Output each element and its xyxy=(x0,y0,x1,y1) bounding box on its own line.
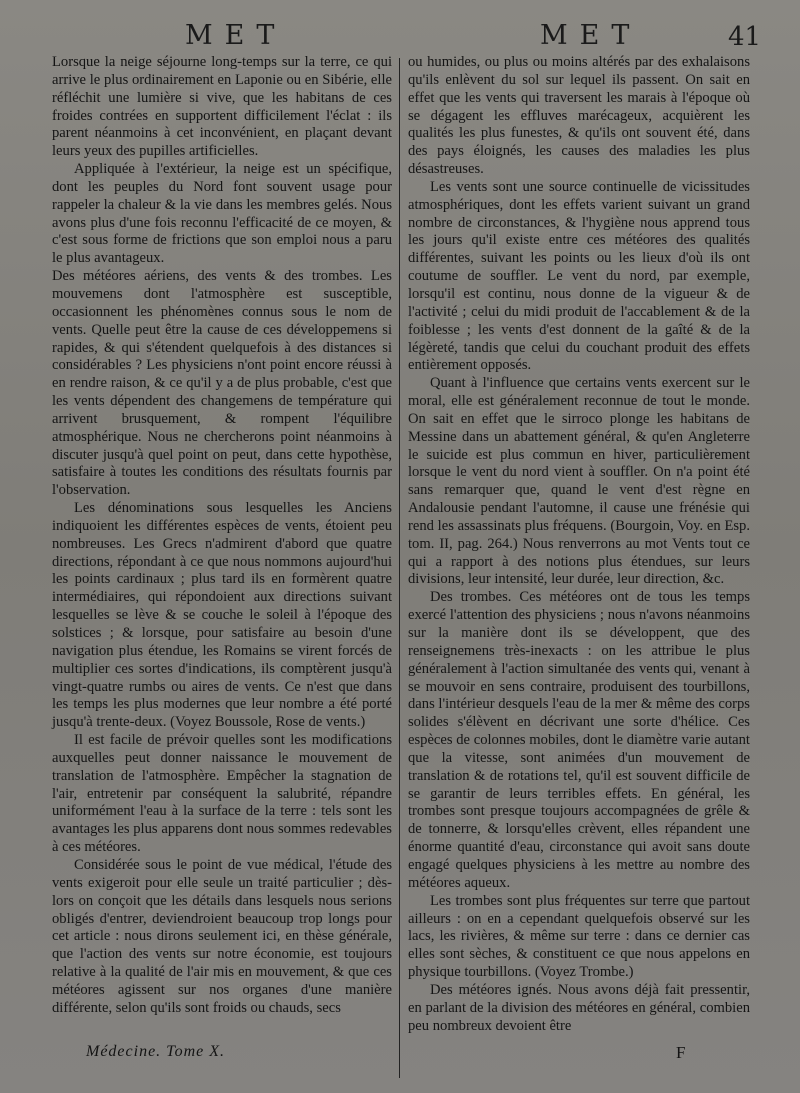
column-divider xyxy=(399,58,400,1078)
volume-footer: Médecine. Tome X. xyxy=(86,1043,226,1060)
signature-mark: F xyxy=(676,1043,686,1062)
paragraph: Des trombes. Ces météores ont de tous les temps exercé l'attention des physiciens ; nous n'avons néanmoins sur la manière dont ils se développent, que des renseignemens très-inexacts : on les attribue le plus généralement à l'action simultanée des vents qui, venant à se mouvoir en sens contraire, produisent des tourbillons, dans l'intérieur desquels l'eau de la mer & même des corps solides s'élèvent en décrivant une sorte d'hélice. Ces espèces de colonnes mobiles, dont le diamètre varie autant que la vitesse, sont animées d'un mouvement de translation & de rotations tel, qu'il est souvent difficile de se garantir de leurs terribles effets. En général, les trombes sont presque toujours accompagnées de grêle & de tonnerre, & lorsqu'elles crèvent, elles répandent une énorme quantité d'eau, circonstance qui avoit sans doute engagé quelques physiciens à les mettre au nombre des météores aqueux. xyxy=(408,589,750,891)
paragraph: ou humides, ou plus ou moins altérés par des exhalaisons qu'ils enlèvent du sol sur lequel ils passent. On sait en effet que les vents qui traversent les marais à l'époque où se dégagent les effluves marécageux, acquièrent les qualités les plus funestes, & qu'ils ont souvent été, dans des pays éloignés, les causes des maladies les plus désastreuses. xyxy=(408,54,750,178)
page-number: 41 xyxy=(728,22,762,52)
paragraph: Les trombes sont plus fréquentes sur terre que partout ailleurs : on en a cependant quelquefois observé sur les lacs, les rivières, & même sur terre : dans ce dernier cas elles sont sèches, & constituent ce que nous appelons en physique tourbillons. (Voyez Trombe.) xyxy=(408,892,750,981)
paragraph: Des météores aériens, des vents & des trombes. Les mouvemens dont l'atmosphère est susceptible, occasionnent les phénomènes connus sous le nom de vents. Quelle peut être la cause de ces développemens si rapides, & qui s'étendent quelquefois à des distances si considérables ? Les physiciens n'ont point encore réussi à en rendre raison, & ce qu'il y a de plus probable, c'est que les vents dépendent des changemens de température qui arrivent brusquement, & rompent l'équilibre atmosphérique. Nous ne chercherons point néanmoins à discuter jusqu'à quel point on peut, dans cette hypothèse, satisfaire à toutes les conditions des résultats fournis par l'observation. xyxy=(52,268,392,499)
paragraph: Quant à l'influence que certains vents exercent sur le moral, elle est généralement reconnue de tout le monde. On sait en effet que le sirroco plonge les habitans de Messine dans un abattement général, & qu'en Angleterre le suicide est plus commun en hiver, particulièrement lorsque le vent du nord vient à souffler. On n'a point été sans remarquer que, quand le vent d'est règne en Andalousie pendant l'automne, il cause une frénésie qui rend les assassinats plus fréquens. (Bourgoin, Voy. en Esp. tom. II, pag. 264.) Nous renverrons au mot Vents tout ce qui a rapport à des notions plus étendues, sur leurs divisions, leur intensité, leur durée, leur direction, &c. xyxy=(408,375,750,588)
paragraph: Considérée sous le point de vue médical, l'étude des vents exigeroit pour elle seule un traité particulier ; dès-lors on conçoit que les détails dans lesquels nous serions obligés d'entrer, deviendroient beaucoup trop longs pour cet article : nous dirons seulement ici, en thèse générale, que l'action des vents sur notre économie, est toujours relative à la qualité de l'air mis en mouvement, & que ces météores agissent sur nos organes d'une manière différente, selon qu'ils sont froids ou chauds, secs xyxy=(52,856,392,1016)
running-head-left: MET xyxy=(185,20,287,51)
running-head-right: MET xyxy=(540,20,642,51)
paragraph: Lorsque la neige séjourne long-temps sur la terre, ce qui arrive le plus ordinairement en Laponie ou en Sibérie, elle réfléchit une lumière si vive, que les habitans de ces froides contrées en supportent difficilement l'éclat : ils parent néanmoins à cet inconvénient, en plaçant devant leurs yeux des pupilles artificielles. xyxy=(52,54,392,160)
running-head xyxy=(0,18,800,52)
paragraph: Des météores ignés. Nous avons déjà fait pressentir, en parlant de la division des météores en général, combien peu nombreux devoient être xyxy=(408,981,750,1034)
left-column xyxy=(52,54,392,1018)
paragraph: Les dénominations sous lesquelles les Anciens indiquoient les différentes espèces de vents, étoient peu nombreuses. Les Grecs n'admirent d'abord que quatre directions, répondant à ce que nous nommons aujourd'hui les points cardinaux ; plus tard ils en formèrent quatre intermédiaires, qui répondoient aux directions suivant lesquelles se lève & se couche le soleil à l'époque des solstices ; & lorsque, pour satisfaire au besoin d'une navigation plus étendue, les Romains se virent forcés de multiplier ces sortes d'indications, ils comptèrent jusqu'à vingt-quatre rumbs ou aires de vents. Ce n'est que dans les temps les plus modernes que leur nombre a été porté jusqu'à trente-deux. (Voyez Boussole, Rose de vents.) xyxy=(52,500,392,731)
paragraph: Il est facile de prévoir quelles sont les modifications auxquelles peut donner naissance le mouvement de translation de l'atmosphère. Empêcher la stagnation de l'air, entretenir par conséquent la salubrité, répandre uniformément l'eau à la surface de la terre : tels sont les avantages les plus apparens dont nous sommes redevables à ces météores. xyxy=(52,732,392,856)
paragraph: Les vents sont une source continuelle de vicissitudes atmosphériques, dont les effets varient suivant un grand nombre de circonstances, & l'hygiène nous apprend tous les jours qu'il existe entre ces météores des qualités différentes, suivant les points ou les lieux d'où ils ont coutume de souffler. Le vent du nord, par exemple, lorsqu'il est continu, nous donne de la vigueur & de l'activité ; celui du midi produit de l'accablement & de la foiblesse ; les vents d'est donnent de la gaîté & de la légèreté, tandis que celui du couchant produit des effets entièrement opposés. xyxy=(408,178,750,374)
right-column xyxy=(408,54,750,1035)
paragraph: Appliquée à l'extérieur, la neige est un spécifique, dont les peuples du Nord font souvent usage pour rappeler la chaleur & la vie dans les membres gelés. Nous avons plus d'une fois reconnu l'efficacité de ce moyen, & c'est sous forme de frictions que son emploi nous a paru le plus avantageux. xyxy=(52,161,392,267)
